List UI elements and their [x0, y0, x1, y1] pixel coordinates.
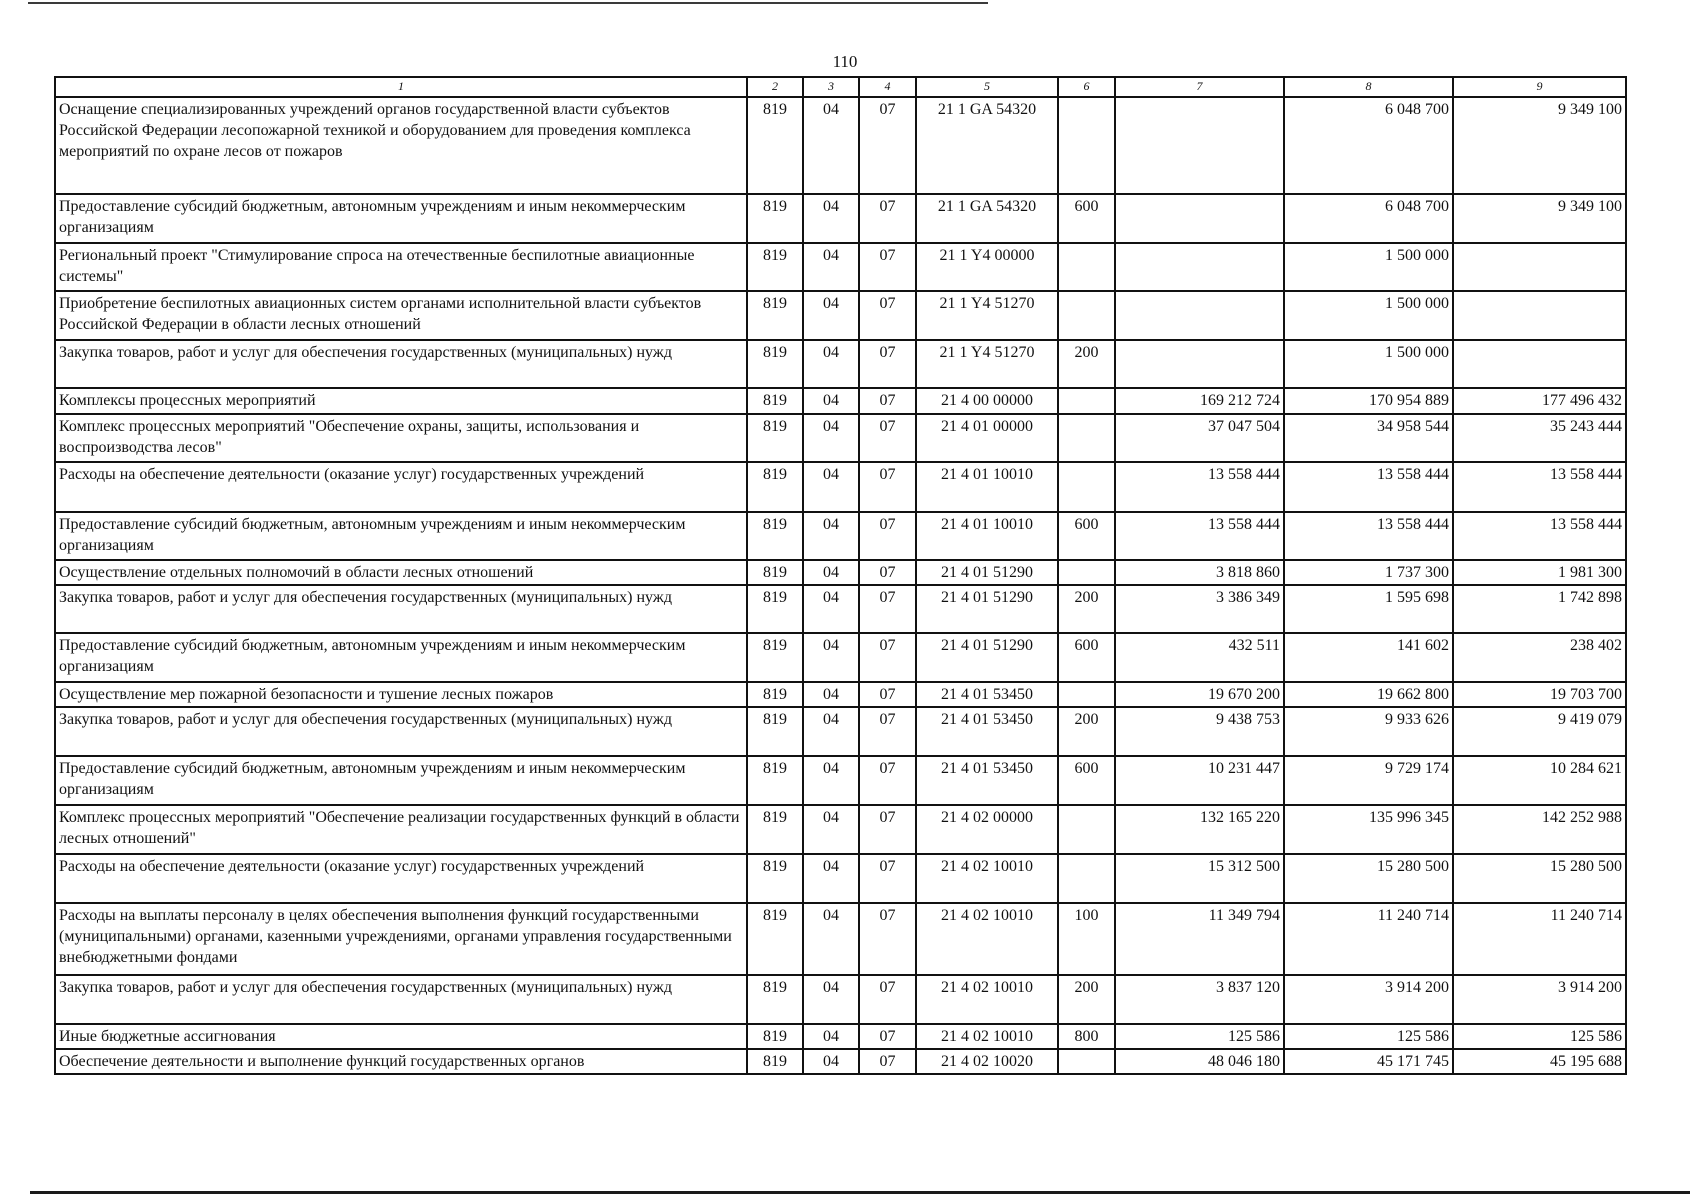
- column-header: 8: [1284, 77, 1453, 97]
- row-code-5: 21 4 01 53450: [916, 756, 1058, 805]
- row-amount-7: 3 818 860: [1115, 560, 1284, 585]
- row-amount-9: 10 284 621: [1453, 756, 1626, 805]
- row-amount-8: 141 602: [1284, 633, 1453, 682]
- row-amount-7: 13 558 444: [1115, 512, 1284, 560]
- row-amount-7: 125 586: [1115, 1024, 1284, 1049]
- row-amount-9: 9 349 100: [1453, 194, 1626, 243]
- column-header: 6: [1058, 77, 1115, 97]
- row-code-2: 819: [747, 585, 803, 633]
- row-code-5: 21 4 02 10020: [916, 1049, 1058, 1074]
- row-amount-8: 13 558 444: [1284, 512, 1453, 560]
- row-code-6: 200: [1058, 707, 1115, 756]
- row-name: Расходы на обеспечение деятельности (оказание услуг) государственных учреждений: [55, 854, 747, 903]
- column-header: 4: [859, 77, 916, 97]
- row-code-4: 07: [859, 1049, 916, 1074]
- row-code-3: 04: [803, 414, 859, 462]
- table-row: [55, 975, 1626, 1024]
- row-amount-7: 132 165 220: [1115, 805, 1284, 854]
- row-code-6: [1058, 1049, 1115, 1074]
- row-amount-8: 6 048 700: [1284, 97, 1453, 194]
- row-code-4: 07: [859, 194, 916, 243]
- row-code-6: 600: [1058, 194, 1115, 243]
- row-code-5: 21 1 Y4 00000: [916, 243, 1058, 291]
- row-code-6: [1058, 462, 1115, 512]
- row-name: Закупка товаров, работ и услуг для обеспечения государственных (муниципальных) нужд: [55, 707, 747, 756]
- row-code-5: 21 4 01 51290: [916, 633, 1058, 682]
- row-amount-7: 11 349 794: [1115, 903, 1284, 975]
- row-code-5: 21 4 01 53450: [916, 682, 1058, 707]
- row-amount-9: 13 558 444: [1453, 462, 1626, 512]
- row-code-5: 21 4 01 53450: [916, 707, 1058, 756]
- row-amount-9: 35 243 444: [1453, 414, 1626, 462]
- row-code-5: 21 4 02 10010: [916, 903, 1058, 975]
- row-amount-8: 15 280 500: [1284, 854, 1453, 903]
- row-code-2: 819: [747, 682, 803, 707]
- row-code-4: 07: [859, 340, 916, 388]
- row-amount-8: 9 933 626: [1284, 707, 1453, 756]
- row-amount-8: 1 500 000: [1284, 340, 1453, 388]
- table-row: [55, 1024, 1626, 1049]
- row-amount-8: 1 595 698: [1284, 585, 1453, 633]
- row-name: Предоставление субсидий бюджетным, автономным учреждениям и иным некоммерческим организациям: [55, 633, 747, 682]
- row-amount-7: 432 511: [1115, 633, 1284, 682]
- row-amount-8: 34 958 544: [1284, 414, 1453, 462]
- row-code-4: 07: [859, 462, 916, 512]
- row-code-6: 200: [1058, 975, 1115, 1024]
- table-row: [55, 414, 1626, 462]
- row-code-5: 21 1 GA 54320: [916, 97, 1058, 194]
- row-amount-9: 1 981 300: [1453, 560, 1626, 585]
- row-amount-9: 11 240 714: [1453, 903, 1626, 975]
- table-row: [55, 585, 1626, 633]
- row-amount-9: 19 703 700: [1453, 682, 1626, 707]
- row-amount-7: [1115, 194, 1284, 243]
- row-amount-7: 15 312 500: [1115, 854, 1284, 903]
- row-name: Закупка товаров, работ и услуг для обеспечения государственных (муниципальных) нужд: [55, 340, 747, 388]
- row-code-3: 04: [803, 97, 859, 194]
- table-row: [55, 194, 1626, 243]
- row-code-3: 04: [803, 854, 859, 903]
- row-code-5: 21 4 02 10010: [916, 975, 1058, 1024]
- row-name: Осуществление отдельных полномочий в области лесных отношений: [55, 560, 747, 585]
- row-code-2: 819: [747, 97, 803, 194]
- row-code-2: 819: [747, 756, 803, 805]
- column-header: 2: [747, 77, 803, 97]
- row-amount-7: 9 438 753: [1115, 707, 1284, 756]
- row-code-5: 21 4 01 51290: [916, 585, 1058, 633]
- table-row: [55, 340, 1626, 388]
- column-header: 5: [916, 77, 1058, 97]
- row-code-3: 04: [803, 560, 859, 585]
- row-code-3: 04: [803, 1049, 859, 1074]
- row-amount-8: 125 586: [1284, 1024, 1453, 1049]
- row-code-6: [1058, 682, 1115, 707]
- row-amount-9: 9 349 100: [1453, 97, 1626, 194]
- row-code-4: 07: [859, 975, 916, 1024]
- row-name: Региональный проект "Стимулирование спроса на отечественные беспилотные авиационные системы": [55, 243, 747, 291]
- row-code-6: [1058, 560, 1115, 585]
- row-amount-9: 13 558 444: [1453, 512, 1626, 560]
- row-code-2: 819: [747, 388, 803, 414]
- row-amount-8: 1 500 000: [1284, 243, 1453, 291]
- row-code-2: 819: [747, 903, 803, 975]
- row-code-5: 21 4 02 10010: [916, 854, 1058, 903]
- row-code-3: 04: [803, 805, 859, 854]
- row-amount-7: 3 386 349: [1115, 585, 1284, 633]
- row-code-2: 819: [747, 512, 803, 560]
- row-amount-7: [1115, 291, 1284, 340]
- row-code-2: 819: [747, 291, 803, 340]
- row-code-2: 819: [747, 854, 803, 903]
- row-code-4: 07: [859, 682, 916, 707]
- row-amount-7: [1115, 340, 1284, 388]
- row-amount-9: 45 195 688: [1453, 1049, 1626, 1074]
- row-code-6: 600: [1058, 512, 1115, 560]
- row-amount-8: 6 048 700: [1284, 194, 1453, 243]
- row-code-4: 07: [859, 291, 916, 340]
- row-code-3: 04: [803, 194, 859, 243]
- row-code-6: [1058, 805, 1115, 854]
- row-amount-7: 19 670 200: [1115, 682, 1284, 707]
- row-code-4: 07: [859, 512, 916, 560]
- row-code-5: 21 4 01 51290: [916, 560, 1058, 585]
- row-name: Комплекс процессных мероприятий "Обеспечение охраны, защиты, использования и воспроизводства лесов": [55, 414, 747, 462]
- table-row: [55, 854, 1626, 903]
- row-code-4: 07: [859, 756, 916, 805]
- row-code-5: 21 4 01 10010: [916, 512, 1058, 560]
- row-amount-8: 9 729 174: [1284, 756, 1453, 805]
- row-code-3: 04: [803, 707, 859, 756]
- row-name: Обеспечение деятельности и выполнение функций государственных органов: [55, 1049, 747, 1074]
- column-header: 7: [1115, 77, 1284, 97]
- row-code-3: 04: [803, 388, 859, 414]
- row-code-5: 21 1 Y4 51270: [916, 291, 1058, 340]
- row-code-5: 21 4 01 00000: [916, 414, 1058, 462]
- row-code-4: 07: [859, 585, 916, 633]
- table-row: [55, 97, 1626, 194]
- page-number: 110: [832, 52, 858, 71]
- row-code-5: 21 4 00 00000: [916, 388, 1058, 414]
- budget-table: [54, 76, 1627, 1075]
- row-code-3: 04: [803, 512, 859, 560]
- table-row: [55, 243, 1626, 291]
- row-code-6: [1058, 97, 1115, 194]
- table-row: [55, 682, 1626, 707]
- row-amount-9: 125 586: [1453, 1024, 1626, 1049]
- row-code-6: [1058, 243, 1115, 291]
- row-amount-7: [1115, 97, 1284, 194]
- row-name: Иные бюджетные ассигнования: [55, 1024, 747, 1049]
- row-code-4: 07: [859, 805, 916, 854]
- row-name: Осуществление мер пожарной безопасности и тушение лесных пожаров: [55, 682, 747, 707]
- row-amount-8: 135 996 345: [1284, 805, 1453, 854]
- row-name: Комплекс процессных мероприятий "Обеспечение реализации государственных функций в области лесных отношений": [55, 805, 747, 854]
- row-code-6: [1058, 388, 1115, 414]
- row-amount-7: 169 212 724: [1115, 388, 1284, 414]
- top-scan-rule: [28, 2, 988, 4]
- row-name: Закупка товаров, работ и услуг для обеспечения государственных (муниципальных) нужд: [55, 975, 747, 1024]
- row-code-3: 04: [803, 633, 859, 682]
- column-header: 9: [1453, 77, 1626, 97]
- row-code-6: 800: [1058, 1024, 1115, 1049]
- row-code-5: 21 4 02 10010: [916, 1024, 1058, 1049]
- row-code-3: 04: [803, 291, 859, 340]
- row-amount-8: 19 662 800: [1284, 682, 1453, 707]
- row-amount-7: 48 046 180: [1115, 1049, 1284, 1074]
- row-amount-9: 15 280 500: [1453, 854, 1626, 903]
- row-code-4: 07: [859, 854, 916, 903]
- row-code-3: 04: [803, 903, 859, 975]
- row-code-4: 07: [859, 243, 916, 291]
- row-code-6: [1058, 414, 1115, 462]
- row-code-4: 07: [859, 903, 916, 975]
- row-name: Комплексы процессных мероприятий: [55, 388, 747, 414]
- row-amount-9: 177 496 432: [1453, 388, 1626, 414]
- row-code-3: 04: [803, 682, 859, 707]
- row-amount-8: 45 171 745: [1284, 1049, 1453, 1074]
- table-row: [55, 903, 1626, 975]
- row-code-6: [1058, 854, 1115, 903]
- column-header: 1: [55, 77, 747, 97]
- row-code-3: 04: [803, 975, 859, 1024]
- row-code-3: 04: [803, 585, 859, 633]
- row-amount-9: [1453, 291, 1626, 340]
- row-amount-9: 9 419 079: [1453, 707, 1626, 756]
- row-code-5: 21 1 GA 54320: [916, 194, 1058, 243]
- row-code-3: 04: [803, 462, 859, 512]
- row-amount-8: 3 914 200: [1284, 975, 1453, 1024]
- row-code-6: 200: [1058, 340, 1115, 388]
- row-code-2: 819: [747, 462, 803, 512]
- table-row: [55, 805, 1626, 854]
- row-amount-7: 37 047 504: [1115, 414, 1284, 462]
- row-amount-8: 1 737 300: [1284, 560, 1453, 585]
- row-name: Предоставление субсидий бюджетным, автономным учреждениям и иным некоммерческим организациям: [55, 194, 747, 243]
- row-name: Расходы на обеспечение деятельности (оказание услуг) государственных учреждений: [55, 462, 747, 512]
- row-amount-9: 1 742 898: [1453, 585, 1626, 633]
- column-number-row: [55, 77, 1626, 97]
- row-amount-9: 238 402: [1453, 633, 1626, 682]
- row-amount-7: [1115, 243, 1284, 291]
- row-amount-9: 142 252 988: [1453, 805, 1626, 854]
- row-code-2: 819: [747, 194, 803, 243]
- row-code-4: 07: [859, 633, 916, 682]
- row-code-2: 819: [747, 340, 803, 388]
- row-code-6: 100: [1058, 903, 1115, 975]
- row-code-2: 819: [747, 1024, 803, 1049]
- row-amount-7: 10 231 447: [1115, 756, 1284, 805]
- table-row: [55, 1049, 1626, 1074]
- table-row: [55, 462, 1626, 512]
- row-code-5: 21 4 01 10010: [916, 462, 1058, 512]
- row-code-6: [1058, 291, 1115, 340]
- row-code-2: 819: [747, 805, 803, 854]
- table-row: [55, 633, 1626, 682]
- row-amount-9: [1453, 243, 1626, 291]
- row-amount-7: 13 558 444: [1115, 462, 1284, 512]
- row-amount-8: 170 954 889: [1284, 388, 1453, 414]
- table-row: [55, 756, 1626, 805]
- row-code-4: 07: [859, 707, 916, 756]
- row-amount-9: [1453, 340, 1626, 388]
- row-code-4: 07: [859, 414, 916, 462]
- row-amount-8: 11 240 714: [1284, 903, 1453, 975]
- row-code-3: 04: [803, 756, 859, 805]
- bottom-scan-rule: [30, 1191, 1690, 1194]
- row-name: Приобретение беспилотных авиационных систем органами исполнительной власти субъектов Российской Федерации в области лесных отношений: [55, 291, 747, 340]
- table-row: [55, 560, 1626, 585]
- row-amount-8: 1 500 000: [1284, 291, 1453, 340]
- row-code-6: 200: [1058, 585, 1115, 633]
- row-amount-7: 3 837 120: [1115, 975, 1284, 1024]
- row-amount-8: 13 558 444: [1284, 462, 1453, 512]
- row-code-4: 07: [859, 560, 916, 585]
- row-name: Предоставление субсидий бюджетным, автономным учреждениям и иным некоммерческим организациям: [55, 512, 747, 560]
- row-code-3: 04: [803, 340, 859, 388]
- row-code-5: 21 4 02 00000: [916, 805, 1058, 854]
- row-code-2: 819: [747, 243, 803, 291]
- row-code-4: 07: [859, 1024, 916, 1049]
- table-row: [55, 512, 1626, 560]
- row-code-3: 04: [803, 243, 859, 291]
- row-name: Предоставление субсидий бюджетным, автономным учреждениям и иным некоммерческим организациям: [55, 756, 747, 805]
- table-row: [55, 291, 1626, 340]
- row-code-2: 819: [747, 707, 803, 756]
- row-code-2: 819: [747, 1049, 803, 1074]
- table-row: [55, 388, 1626, 414]
- row-name: Расходы на выплаты персоналу в целях обеспечения выполнения функций государственными (муниципальными) органами, казенными учреждениями, органами управления государственными внебюджетными фондами: [55, 903, 747, 975]
- row-code-6: 600: [1058, 633, 1115, 682]
- row-amount-9: 3 914 200: [1453, 975, 1626, 1024]
- row-code-2: 819: [747, 414, 803, 462]
- row-name: Оснащение специализированных учреждений органов государственной власти субъектов Российской Федерации лесопожарной техникой и оборудованием для проведения комплекса мероприятий по охране лесов от пожаров: [55, 97, 747, 194]
- row-name: Закупка товаров, работ и услуг для обеспечения государственных (муниципальных) нужд: [55, 585, 747, 633]
- table-row: [55, 707, 1626, 756]
- row-code-2: 819: [747, 560, 803, 585]
- column-header: 3: [803, 77, 859, 97]
- row-code-3: 04: [803, 1024, 859, 1049]
- row-code-2: 819: [747, 975, 803, 1024]
- row-code-6: 600: [1058, 756, 1115, 805]
- row-code-2: 819: [747, 633, 803, 682]
- row-code-5: 21 1 Y4 51270: [916, 340, 1058, 388]
- row-code-4: 07: [859, 388, 916, 414]
- row-code-4: 07: [859, 97, 916, 194]
